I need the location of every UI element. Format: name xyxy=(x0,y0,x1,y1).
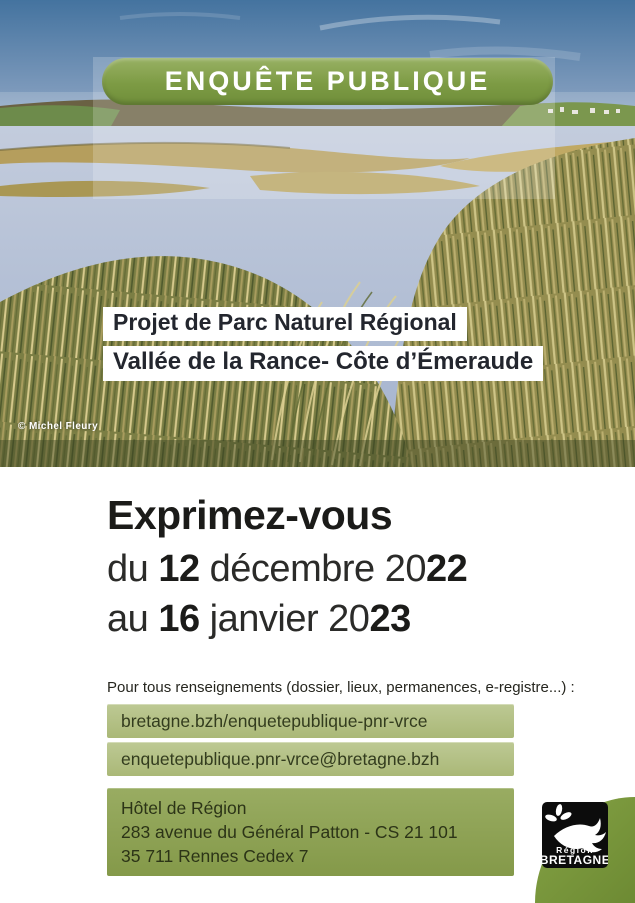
date1-prefix: du xyxy=(107,548,159,590)
date-line-end xyxy=(107,598,411,641)
website-box[interactable] xyxy=(107,704,514,738)
date2-prefix: au xyxy=(107,598,159,640)
project-title-line1: Projet de Parc Naturel Régional xyxy=(103,307,467,341)
date2-middle: janvier 20 xyxy=(199,598,370,640)
enquete-publique-banner xyxy=(102,58,553,105)
banner-label: ENQUÊTE PUBLIQUE xyxy=(164,66,491,96)
date-line-start xyxy=(107,548,467,591)
logo-region-label: Région xyxy=(556,845,594,855)
date2-day: 16 xyxy=(158,598,200,640)
logo-bretagne-label: BRETAGNE xyxy=(542,853,608,867)
email-address[interactable]: enquetepublique.pnr-vrce@bretagne.bzh xyxy=(121,749,440,769)
address-line1: Hôtel de Région xyxy=(121,798,247,818)
website-url[interactable]: bretagne.bzh/enquetepublique-pnr-vrce xyxy=(121,711,428,731)
email-box[interactable] xyxy=(107,742,514,776)
ermine-icon xyxy=(542,802,608,868)
address-line2: 283 avenue du Général Patton - CS 21 101 xyxy=(121,822,458,842)
region-bretagne-logo xyxy=(542,802,608,868)
date2-year-bold: 23 xyxy=(369,598,411,640)
date1-middle: décembre 20 xyxy=(199,548,426,590)
address-box xyxy=(107,788,514,876)
date1-year-bold: 22 xyxy=(425,548,468,590)
project-title-line2: Vallée de la Rance- Côte d’Émeraude xyxy=(103,346,543,381)
address-line3: 35 711 Rennes Cedex 7 xyxy=(121,846,309,866)
info-label: Pour tous renseignements (dossier, lieux, permanences, e-registre...) : xyxy=(107,679,575,696)
photo-credit: © Michel Fleury xyxy=(18,421,99,432)
headline: Exprimez-vous xyxy=(107,492,393,538)
date1-day: 12 xyxy=(158,548,200,590)
